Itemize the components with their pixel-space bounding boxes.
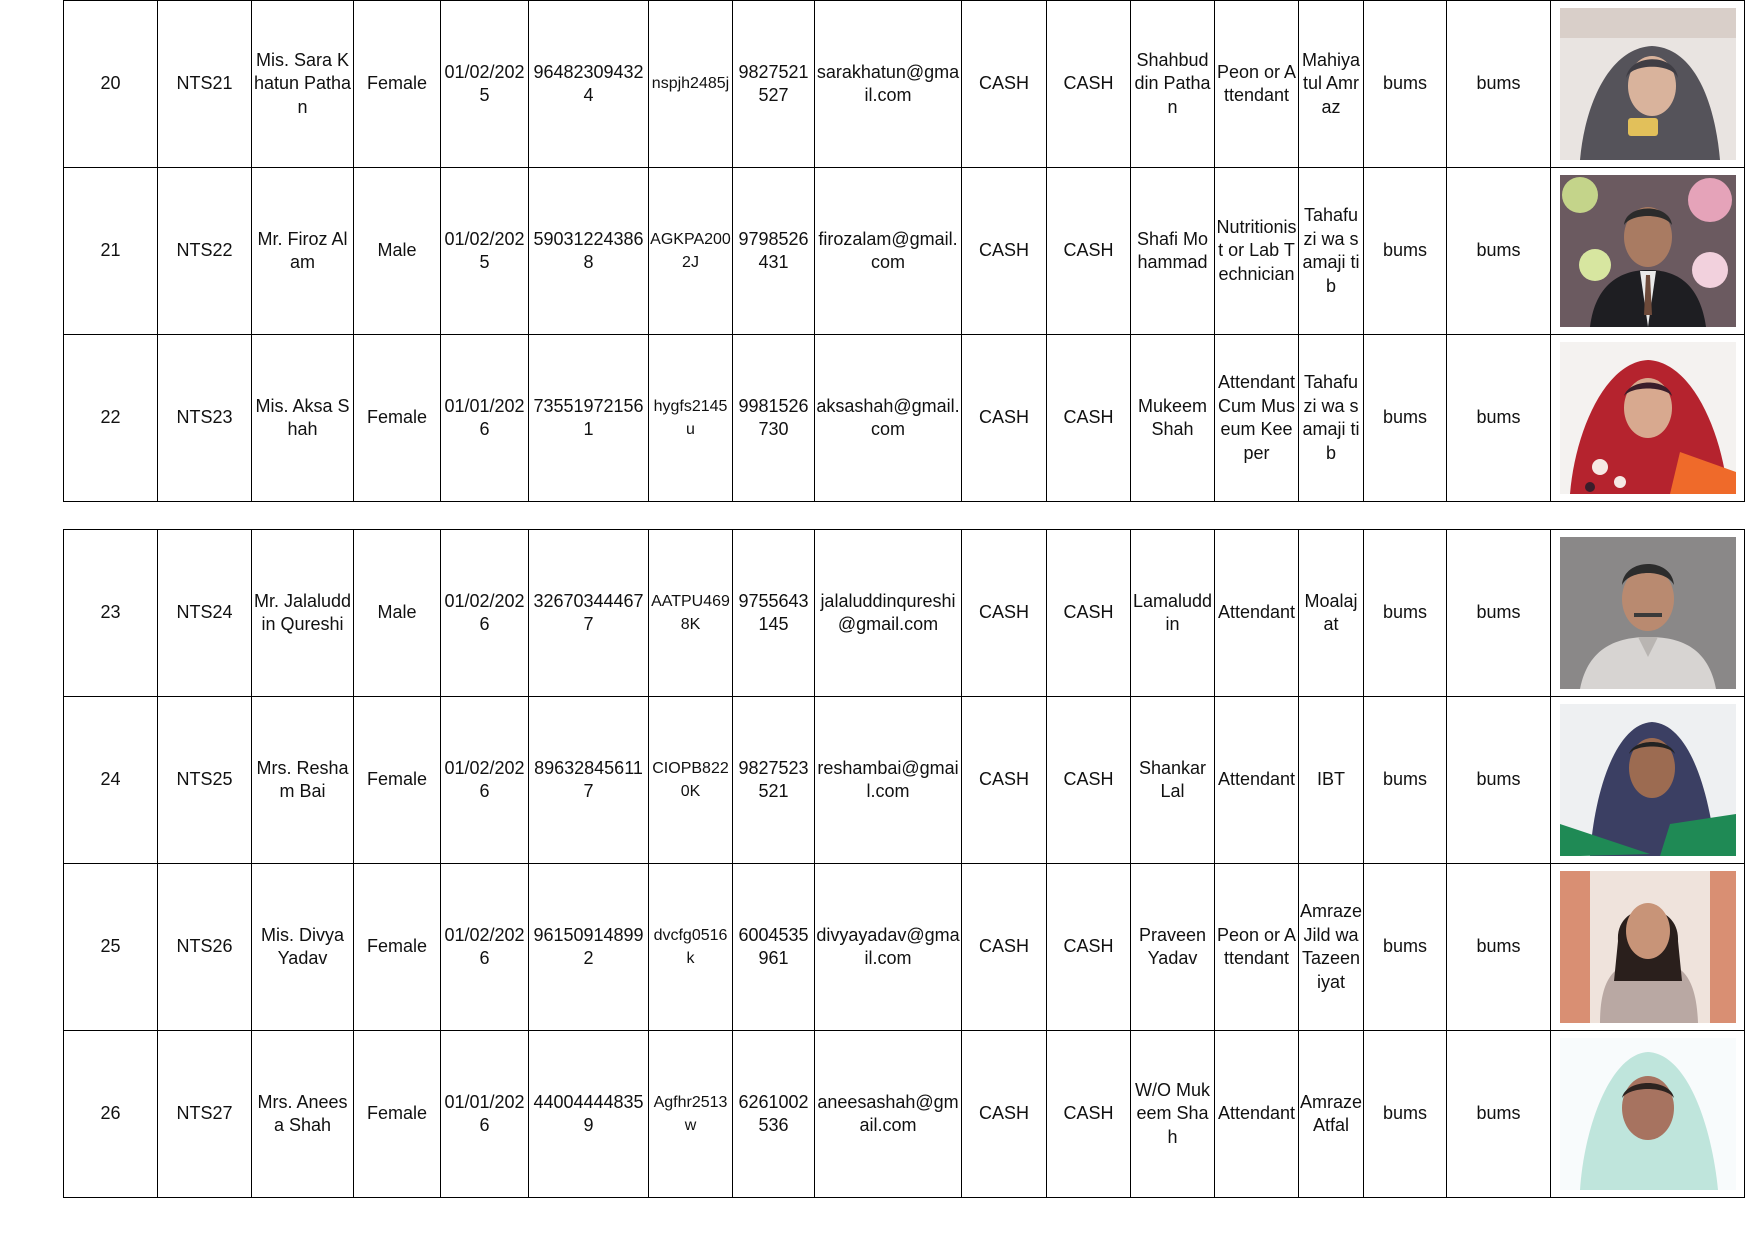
email: aneesashah@gmail.com [815,1031,962,1198]
joining-date: 01/02/2026 [441,697,529,864]
photo-image [1560,537,1736,689]
staff-name: Mrs. Aneesa Shah [252,1031,354,1198]
staff-code: NTS27 [158,1031,252,1198]
joining-date: 01/02/2025 [441,1,529,168]
photo-image [1560,8,1736,160]
course-2: bums [1447,335,1551,502]
aadhaar-number: 735519721561 [529,335,649,502]
designation: Attendant Cum Museum Keeper [1215,335,1299,502]
gender: Female [354,335,441,502]
staff-name: Mrs. Resham Bai [252,697,354,864]
designation: Nutritionist or Lab Technician [1215,168,1299,335]
guardian-name: Shafi Mohammad [1131,168,1215,335]
email: reshambai@gmail.com [815,697,962,864]
course-2: bums [1447,697,1551,864]
guardian-name: Lamaluddin [1131,530,1215,697]
department: Tahafuzi wa samaji tib [1299,335,1364,502]
course: bums [1364,1,1447,168]
designation: Peon or Attendant [1215,864,1299,1031]
staff-table-block-2 [63,529,1745,1198]
gender: Female [354,1031,441,1198]
guardian-name: Mukeem Shah [1131,335,1215,502]
department: Amraze Atfal [1299,1031,1364,1198]
mobile-number: 9981526730 [733,335,815,502]
staff-name: Mis. Sara Khatun Pathan [252,1,354,168]
table-row [64,697,1745,864]
joining-date: 01/02/2026 [441,530,529,697]
payment-mode: CASH [962,168,1047,335]
staff-code: NTS23 [158,335,252,502]
staff-photo [1551,530,1745,697]
gender: Female [354,864,441,1031]
serial-number: 21 [64,168,158,335]
pan-number: AGKPA2002J [649,168,733,335]
payment-mode: CASH [962,1,1047,168]
pan-number: CIOPB8220K [649,697,733,864]
designation: Attendant [1215,697,1299,864]
designation: Peon or Attendant [1215,1,1299,168]
table-row [64,335,1745,502]
joining-date: 01/01/2026 [441,335,529,502]
photo-image [1560,1038,1736,1190]
aadhaar-number: 326703444677 [529,530,649,697]
payment-mode: CASH [962,864,1047,1031]
staff-photo [1551,335,1745,502]
department: Moalajat [1299,530,1364,697]
department: Mahiyatul Amraz [1299,1,1364,168]
serial-number: 20 [64,1,158,168]
gender: Male [354,168,441,335]
mobile-number: 9827521527 [733,1,815,168]
aadhaar-number: 440044448359 [529,1031,649,1198]
course: bums [1364,168,1447,335]
aadhaar-number: 896328456117 [529,697,649,864]
mobile-number: 6261002536 [733,1031,815,1198]
serial-number: 26 [64,1031,158,1198]
photo-image [1560,175,1736,327]
staff-name: Mis. Aksa Shah [252,335,354,502]
designation: Attendant [1215,1031,1299,1198]
staff-table-block-1 [63,0,1745,502]
course: bums [1364,530,1447,697]
aadhaar-number: 961509148992 [529,864,649,1031]
course-2: bums [1447,168,1551,335]
staff-code: NTS21 [158,1,252,168]
pan-number: dvcfg0516k [649,864,733,1031]
photo-image [1560,342,1736,494]
mobile-number: 9827523521 [733,697,815,864]
department: IBT [1299,697,1364,864]
department: Amraze Jild wa Tazeeniyat [1299,864,1364,1031]
payment-mode: CASH [962,335,1047,502]
staff-name: Mr. Firoz Alam [252,168,354,335]
table-row [64,864,1745,1031]
course: bums [1364,697,1447,864]
mobile-number: 6004535961 [733,864,815,1031]
department: Tahafuzi wa samaji tib [1299,168,1364,335]
photo-image [1560,704,1736,856]
serial-number: 22 [64,335,158,502]
staff-name: Mr. Jalaluddin Qureshi [252,530,354,697]
course-2: bums [1447,1031,1551,1198]
aadhaar-number: 964823094324 [529,1,649,168]
email: aksashah@gmail.com [815,335,962,502]
email: sarakhatun@gmail.com [815,1,962,168]
mobile-number: 9755643145 [733,530,815,697]
salary-mode: CASH [1047,697,1131,864]
staff-code: NTS25 [158,697,252,864]
staff-photo [1551,697,1745,864]
course: bums [1364,1031,1447,1198]
course-2: bums [1447,1,1551,168]
staff-photo [1551,1,1745,168]
serial-number: 25 [64,864,158,1031]
guardian-name: Praveen Yadav [1131,864,1215,1031]
staff-photo [1551,1031,1745,1198]
guardian-name: Shahbuddin Pathan [1131,1,1215,168]
salary-mode: CASH [1047,864,1131,1031]
table-row [64,1031,1745,1198]
salary-mode: CASH [1047,335,1131,502]
pan-number: hygfs2145u [649,335,733,502]
salary-mode: CASH [1047,530,1131,697]
staff-code: NTS24 [158,530,252,697]
photo-image [1560,871,1736,1023]
table-row [64,1,1745,168]
email: divyayadav@gmail.com [815,864,962,1031]
email: jalaluddinqureshi@gmail.com [815,530,962,697]
staff-photo [1551,864,1745,1031]
pan-number: nspjh2485j [649,1,733,168]
payment-mode: CASH [962,697,1047,864]
salary-mode: CASH [1047,1,1131,168]
staff-photo [1551,168,1745,335]
mobile-number: 9798526431 [733,168,815,335]
serial-number: 23 [64,530,158,697]
payment-mode: CASH [962,1031,1047,1198]
gender: Male [354,530,441,697]
joining-date: 01/02/2026 [441,864,529,1031]
joining-date: 01/02/2025 [441,168,529,335]
staff-code: NTS26 [158,864,252,1031]
payment-mode: CASH [962,530,1047,697]
course: bums [1364,864,1447,1031]
email: firozalam@gmail.com [815,168,962,335]
serial-number: 24 [64,697,158,864]
salary-mode: CASH [1047,1031,1131,1198]
pan-number: Agfhr2513w [649,1031,733,1198]
salary-mode: CASH [1047,168,1131,335]
guardian-name: W/O Mukeem Shah [1131,1031,1215,1198]
staff-name: Mis. Divya Yadav [252,864,354,1031]
table-row [64,168,1745,335]
course: bums [1364,335,1447,502]
designation: Attendant [1215,530,1299,697]
course-2: bums [1447,864,1551,1031]
aadhaar-number: 590312243868 [529,168,649,335]
gender: Female [354,1,441,168]
table-row [64,530,1745,697]
course-2: bums [1447,530,1551,697]
joining-date: 01/01/2026 [441,1031,529,1198]
pan-number: AATPU4698K [649,530,733,697]
staff-code: NTS22 [158,168,252,335]
gender: Female [354,697,441,864]
guardian-name: Shankar Lal [1131,697,1215,864]
